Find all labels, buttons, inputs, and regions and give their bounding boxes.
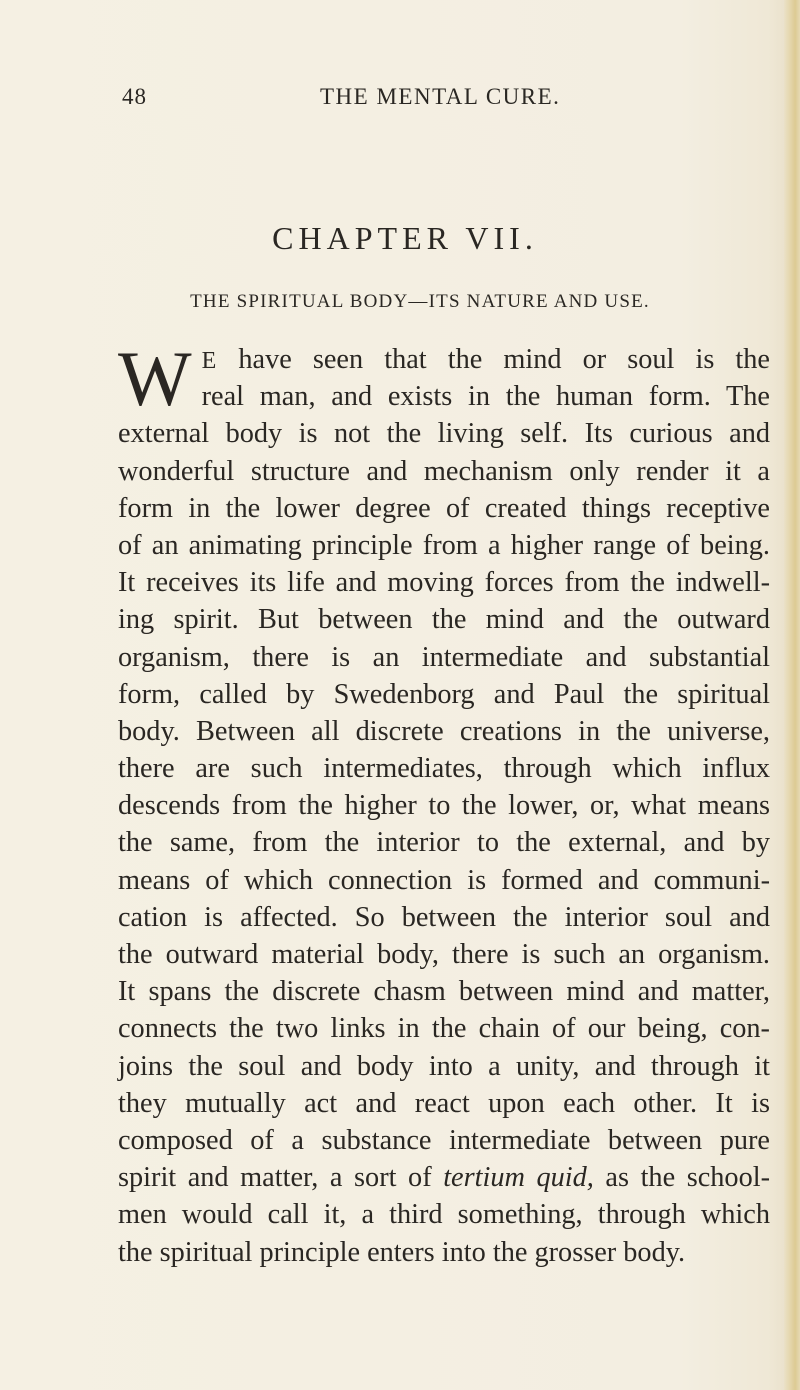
text-line: the same, from the interior to the external, and by [118, 827, 770, 859]
text-line: spirit and matter, a sort of tertium quid, as the school- [118, 1162, 770, 1194]
running-head [0, 84, 800, 124]
text-line: they mutually act and react upon each other. It is [118, 1087, 770, 1119]
text-line: there are such intermediates, through which influx [118, 753, 770, 785]
body-text [118, 335, 770, 1271]
text-line: form, called by Swedenborg and Paul the spiritual [118, 678, 770, 710]
text-line: of an animating principle from a higher range of being. [118, 529, 770, 561]
text-line: E have seen that the mind or soul is the [201, 344, 770, 375]
text-line: organism, there is an intermediate and substantial [118, 641, 770, 673]
opening-caps: E [201, 348, 218, 374]
page-number: 48 [122, 84, 147, 109]
text-line: men would call it, a third something, through which [118, 1199, 770, 1231]
text-line: real man, and exists in the human form. The [201, 381, 770, 413]
running-head-title: THE MENTAL CURE. [320, 84, 561, 109]
text-line: It spans the discrete chasm between mind and matter, [118, 976, 770, 1008]
text-line-last: the spiritual principle enters into the grosser body. [118, 1236, 686, 1268]
text-line: connects the two links in the chain of our being, con- [118, 1013, 770, 1045]
text-line: It receives its life and moving forces from the indwell- [118, 567, 770, 599]
text-line: composed of a substance intermediate between pure [118, 1124, 770, 1156]
drop-cap: W [118, 335, 192, 422]
text-line: external body is not the living self. Its curious and [118, 418, 770, 450]
text-line: wonderful structure and mechanism only render it a [118, 455, 770, 487]
text-line: descends from the higher to the lower, or, what means [118, 790, 770, 822]
text-line: ing spirit. But between the mind and the outward [118, 604, 770, 636]
text-line: means of which connection is formed and communi- [118, 864, 770, 896]
text-line: form in the lower degree of created things receptive [118, 492, 770, 524]
chapter-subtitle: THE SPIRITUAL BODY—ITS NATURE AND USE. [190, 291, 650, 312]
page-edge [784, 0, 800, 1390]
drop-cap-lines [202, 341, 770, 415]
text-line: the outward material body, there is such an organism. [118, 939, 770, 970]
text-line: joins the soul and body into a unity, and through it [118, 1050, 770, 1082]
italic-phrase: tertium quid, [443, 1162, 594, 1194]
text-line: body. Between all discrete creations in the universe, [118, 715, 770, 747]
text-line: cation is affected. So between the interior soul and [118, 901, 770, 933]
chapter-heading: CHAPTER VII. [272, 220, 538, 256]
